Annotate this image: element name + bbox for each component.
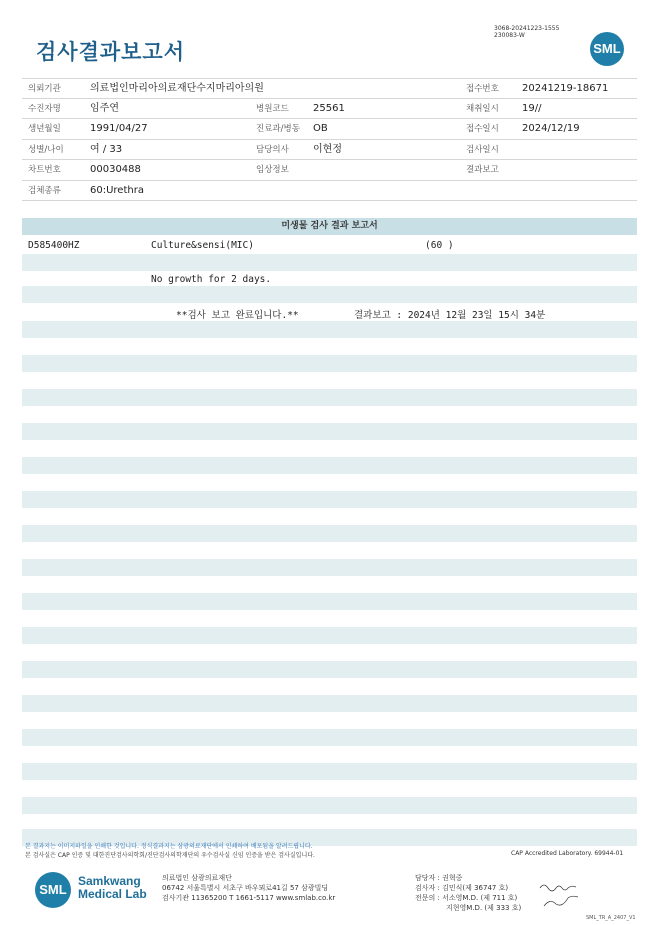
label-requesting-org: 의뢰기관 (28, 84, 61, 94)
label-birth-date: 생년월일 (28, 124, 61, 134)
row-stripe (22, 389, 637, 406)
staff-specialist-2: 지현영M.D. (제 333 호) (446, 904, 522, 912)
org-address: 06742 서울특별시 서초구 바우뫼로41길 57 삼광빌딩 (162, 884, 329, 892)
print-notice: 본 결과지는 이미지파일을 인쇄한 것입니다. 정식결과지는 삼광의료재단에서 인쇄하여 배포됨을 알려드립니다. (25, 843, 313, 850)
value-hospital-code: 25561 (313, 102, 345, 114)
document-code (494, 25, 559, 39)
form-code: SML_TR_A_2407_V1 (586, 915, 636, 921)
result-area-stripes (22, 236, 637, 846)
signature-icon (538, 880, 588, 910)
row-stripe (22, 491, 637, 508)
label-hospital-code: 병원코드 (256, 103, 289, 114)
label-received-date: 접수일시 (466, 124, 499, 134)
info-row (22, 78, 637, 99)
test-name: Culture&sensi(MIC) (151, 240, 254, 251)
row-stripe (22, 695, 637, 712)
patient-info-table (22, 78, 637, 201)
report-time: 결과보고 : 2024년 12월 23일 15시 34분 (354, 310, 546, 321)
footer-staff (415, 873, 521, 913)
footer-address (162, 873, 335, 903)
brand-line1: Samkwang (78, 874, 141, 888)
label-collection-date: 채취일시 (466, 103, 499, 114)
row-stripe (22, 286, 637, 303)
report-complete-note: **검사 보고 완료입니다.** (176, 310, 299, 321)
label-report-date: 결과보고 (466, 165, 499, 175)
row-stripe (22, 321, 637, 338)
row-stripe (22, 627, 637, 644)
org-contact: 검사기관 11365200 T 1661-5117 www.smlab.co.kr (162, 894, 336, 902)
row-stripe (22, 559, 637, 576)
test-code: D585400HZ (28, 240, 80, 251)
label-specimen-type: 검체종류 (28, 185, 61, 196)
value-department: OB (313, 123, 328, 134)
row-stripe (22, 355, 637, 372)
value-accession-no: 20241219-18671 (522, 83, 609, 94)
row-stripe (22, 525, 637, 542)
row-stripe (22, 763, 637, 780)
row-stripe (22, 729, 637, 746)
row-stripe (22, 254, 637, 271)
label-patient-name: 수진자명 (28, 103, 61, 114)
sml-footer-logo: SML (35, 872, 71, 908)
label-clinical-info: 임상정보 (256, 165, 289, 175)
value-patient-name: 임주연 (90, 102, 119, 114)
value-collection-date: 19// (522, 102, 542, 114)
footer-brand (78, 875, 147, 901)
info-row (22, 181, 637, 202)
cap-accreditation: CAP Accredited Laboratory. 69944-01 (511, 850, 624, 857)
org-name: 의료법인 삼광의료재단 (162, 874, 232, 882)
label-chart-no: 차트번호 (28, 165, 61, 175)
row-stripe (22, 661, 637, 678)
value-received-date: 2024/12/19 (522, 123, 580, 134)
value-chart-no: 00030488 (90, 164, 141, 175)
label-test-date: 검사일시 (466, 144, 499, 155)
info-row (22, 99, 637, 120)
staff-manager: 담당자 : 권혁중 (415, 874, 463, 882)
culture-finding: No growth for 2 days. (151, 274, 272, 285)
row-stripe (22, 423, 637, 440)
doc-code-line2: 230083-W (494, 32, 525, 39)
label-accession-no: 접수번호 (466, 84, 499, 94)
value-doctor: 이현정 (313, 143, 342, 155)
staff-examiner: 검사자 : 김민식(제 36747 호) (415, 884, 509, 892)
report-title: 검사결과보고서 (36, 40, 186, 64)
brand-line2: Medical Lab (78, 887, 147, 901)
specimen-code: (60 ) (425, 240, 454, 251)
info-row (22, 119, 637, 140)
label-doctor: 담당의사 (256, 144, 289, 155)
row-stripe (22, 457, 637, 474)
staff-specialist: 전문의 : 서소영M.D. (제 711 호) (415, 894, 518, 902)
info-row (22, 160, 637, 181)
accreditation-notice: 본 검사실은 CAP 인증 및 대한진단검사의학회/진단검사의학재단의 우수검사실 신임 인증을 받은 검사실입니다. (25, 852, 315, 859)
value-requesting-org: 의료법인마리아의료재단수지마리아의원 (90, 83, 264, 94)
info-row (22, 140, 637, 161)
sml-logo: SML (590, 32, 624, 66)
row-stripe (22, 797, 637, 814)
value-birth-date: 1991/04/27 (90, 123, 148, 134)
section-title: 미생물 검사 결과 보고서 (22, 218, 637, 235)
label-sex-age: 성별/나이 (28, 144, 64, 155)
label-department: 진료과/병동 (256, 124, 300, 134)
doc-code-line1: 3068-20241223-1555 (494, 25, 560, 32)
value-sex-age: 여 / 33 (90, 143, 123, 155)
value-specimen-type: 60:Urethra (90, 184, 144, 196)
row-stripe (22, 593, 637, 610)
